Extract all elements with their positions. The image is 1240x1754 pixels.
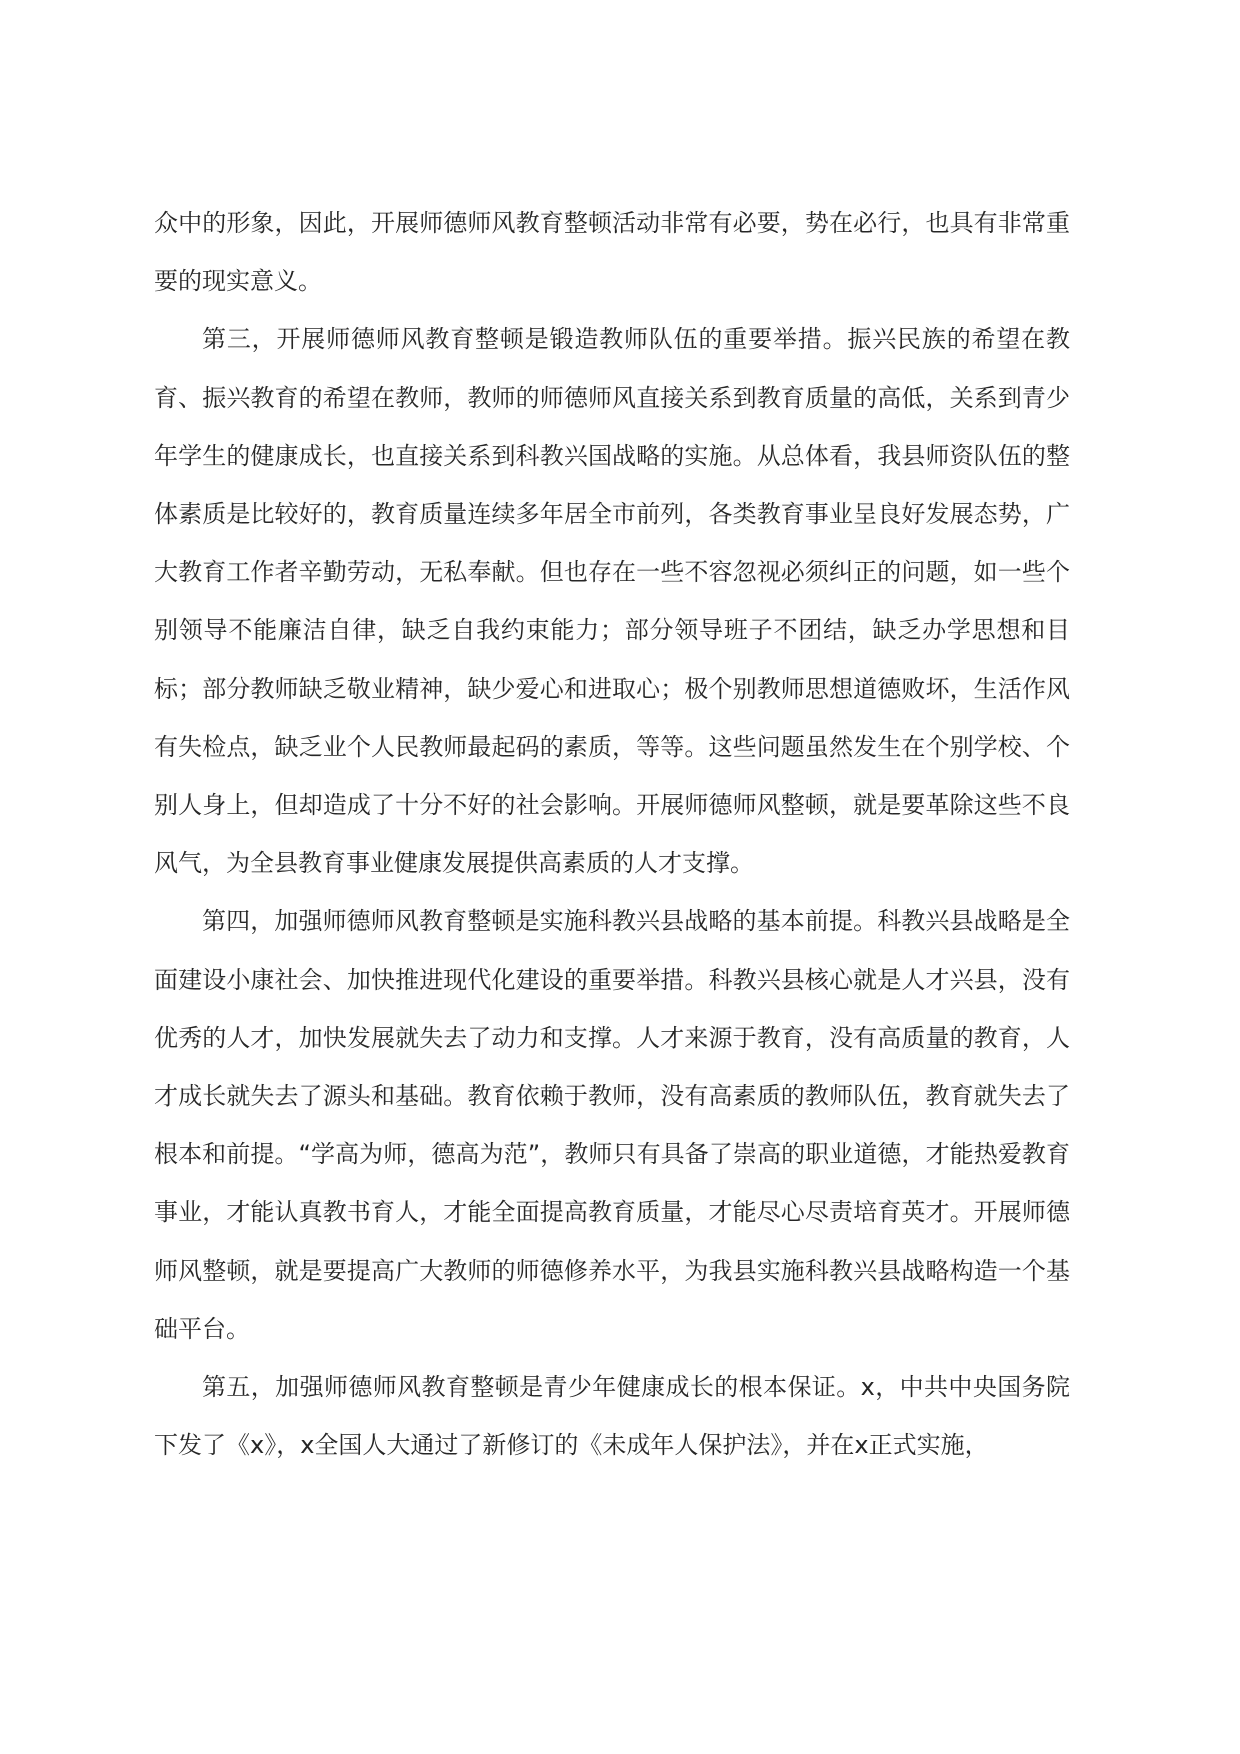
paragraph-third-point: 第三，开展师德师风教育整顿是锻造教师队伍的重要举措。振兴民族的希望在教育、振兴教育的希望在教师，教师的师德师风直接关系到教育质量的高低，关系到青少年学生的健康成长，也直接关系到科教兴国战略的实施。从总体看，我县师资队伍的整体素质是比较好的，教育质量连续多年居全市前列，各类教育事业呈良好发展态势，广大教育工作者辛勤劳动，无私奉献。但也存在一些不容忽视必须纠正的问题，如一些个别领导不能廉洁自律，缺乏自我约束能力；部分领导班子不团结，缺乏办学思想和目标；部分教师缺乏敬业精神，缺少爱心和进取心；极个别教师思想道德败坏，生活作风有失检点，缺乏业个人民教师最起码的素质，等等。这些问题虽然发生在个别学校、个别人身上，但却造成了十分不好的社会影响。开展师德师风整顿，就是要革除这些不良风气，为全县教育事业健康发展提供高素质的人才支撑。 — [154, 325, 1070, 878]
paragraph-fourth-point: 第四，加强师德师风教育整顿是实施科教兴县战略的基本前提。科教兴县战略是全面建设小康社会、加快推进现代化建设的重要举措。科教兴县核心就是人才兴县，没有优秀的人才，加快发展就失去了动力和支撑。人才来源于教育，没有高质量的教育，人才成长就失去了源头和基础。教育依赖于教师，没有高素质的教师队伍，教育就失去了根本和前提。“学高为师，德高为范”，教师只有具备了崇高的职业道德，才能热爱教育事业，才能认真教书育人，才能全面提高教育质量，才能尽心尽责培育英才。开展师德师风整顿，就是要提高广大教师的师德修养水平，为我县实施科教兴县战略构造一个基础平台。 — [154, 907, 1070, 1343]
paragraph-fifth-point: 第五，加强师德师风教育整顿是青少年健康成长的根本保证。x，中共中央国务院下发了《x》，x全国人大通过了新修订的《未成年人保护法》，并在x正式实施， — [154, 1373, 1070, 1460]
document-body — [154, 194, 1070, 1474]
paragraph-continuation: 众中的形象，因此，开展师德师风教育整顿活动非常有必要，势在必行，也具有非常重要的现实意义。 — [154, 209, 1070, 296]
